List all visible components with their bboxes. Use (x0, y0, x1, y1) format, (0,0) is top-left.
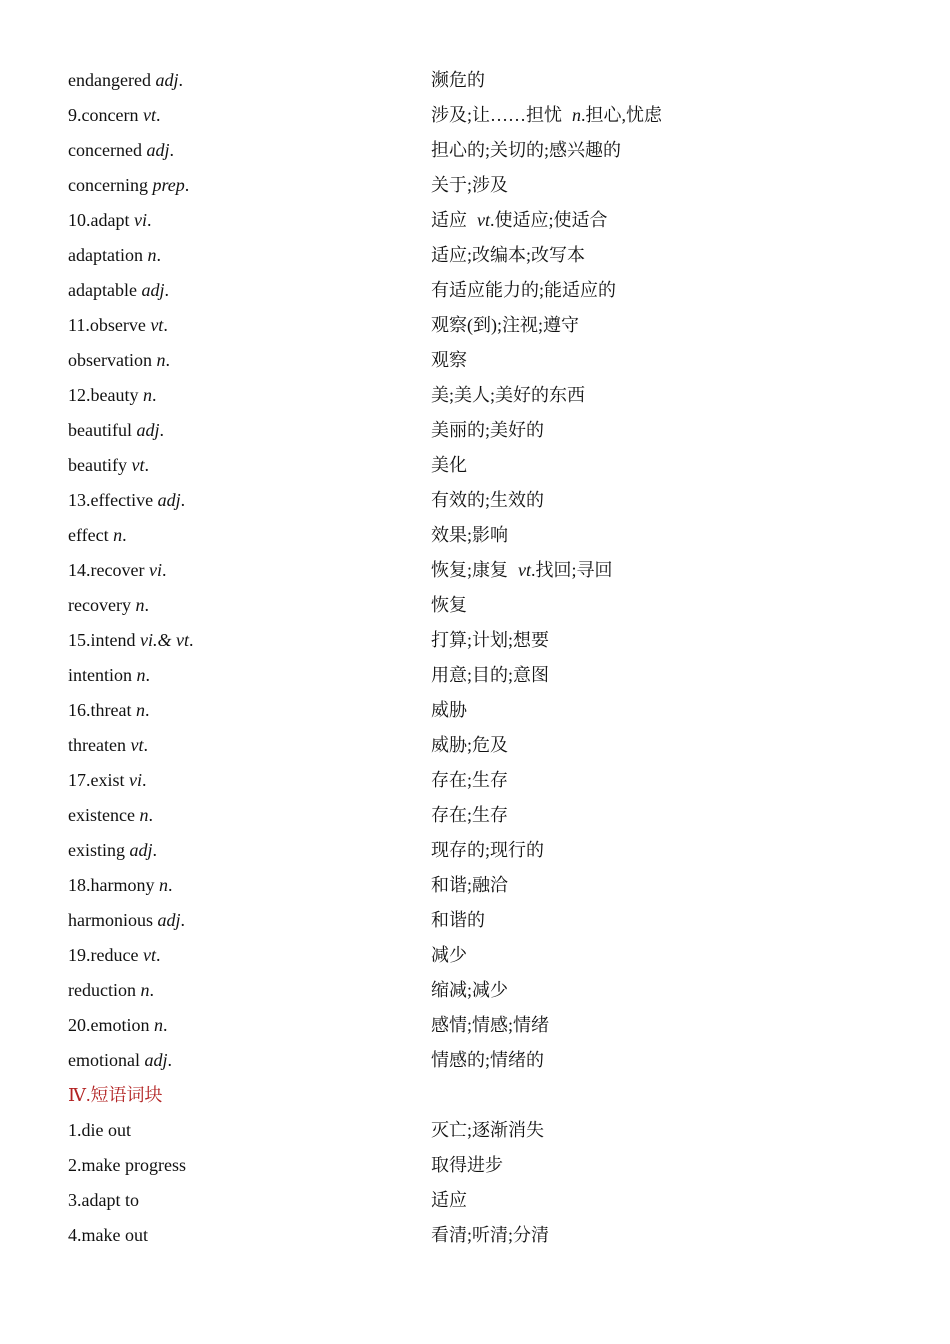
vocab-meaning: 打算;计划;想要 (431, 630, 550, 650)
vocab-row (68, 973, 888, 1008)
vocab-meaning: 美丽的;美好的 (431, 420, 545, 440)
vocab-row (68, 273, 888, 308)
vocab-row (68, 868, 888, 903)
vocab-meaning: 情感的;情绪的 (431, 1050, 545, 1070)
phrase-meaning: 看清;听清;分清 (431, 1225, 550, 1245)
vocab-term: 11.observe vt. (68, 315, 168, 335)
vocab-row (68, 413, 888, 448)
vocab-meaning: 关于;涉及 (431, 175, 509, 195)
vocab-row (68, 1008, 888, 1043)
vocab-term: 16.threat n. (68, 700, 150, 720)
vocab-row (68, 238, 888, 273)
vocab-row (68, 133, 888, 168)
vocab-row (68, 938, 888, 973)
vocab-term: reduction n. (68, 980, 154, 1000)
vocab-term: 18.harmony n. (68, 875, 173, 895)
vocab-term: 15.intend vi.& vt. (68, 630, 194, 650)
vocab-meaning: 感情;情感;情绪 (431, 1015, 550, 1035)
vocab-row (68, 168, 888, 203)
vocab-row (68, 308, 888, 343)
vocab-meaning: 美化 (431, 455, 467, 475)
vocab-term: endangered adj. (68, 70, 183, 90)
vocab-row (68, 518, 888, 553)
vocab-meaning: 有适应能力的;能适应的 (431, 280, 616, 300)
vocab-term: 19.reduce vt. (68, 945, 161, 965)
vocab-row (68, 448, 888, 483)
vocab-term: adaptation n. (68, 245, 161, 265)
vocab-row (68, 623, 888, 658)
vocab-meaning: 减少 (431, 945, 467, 965)
vocab-row (68, 658, 888, 693)
vocab-meaning: 威胁 (431, 700, 467, 720)
vocab-term: beautify vt. (68, 455, 149, 475)
vocab-meaning: 恢复 (431, 595, 467, 615)
vocab-meaning: 恢复;康复 vt.找回;寻回 (431, 560, 613, 580)
vocabulary-list (68, 63, 888, 1253)
vocab-term: 9.concern vt. (68, 105, 161, 125)
vocab-term: 12.beauty n. (68, 385, 157, 405)
vocab-row (68, 343, 888, 378)
vocab-row (68, 728, 888, 763)
vocab-meaning: 濒危的 (431, 70, 485, 90)
vocab-term: beautiful adj. (68, 420, 164, 440)
vocab-meaning: 和谐的 (431, 910, 485, 930)
phrase-meaning: 取得进步 (431, 1155, 503, 1175)
phrase-row (68, 1218, 888, 1253)
vocab-term: observation n. (68, 350, 170, 370)
vocab-meaning: 效果;影响 (431, 525, 509, 545)
vocab-row (68, 798, 888, 833)
vocab-meaning: 适应;改编本;改写本 (431, 245, 586, 265)
phrase-row (68, 1113, 888, 1148)
vocab-row (68, 588, 888, 623)
vocab-row (68, 1043, 888, 1078)
vocab-meaning: 涉及;让……担忧 n.担心,忧虑 (431, 105, 663, 125)
vocab-row (68, 903, 888, 938)
vocab-row (68, 63, 888, 98)
vocab-term: threaten vt. (68, 735, 148, 755)
vocab-term: concerning prep. (68, 175, 190, 195)
vocab-row (68, 98, 888, 133)
phrase-term: 2.make progress (68, 1155, 186, 1175)
vocab-meaning: 缩减;减少 (431, 980, 509, 1000)
vocab-row (68, 553, 888, 588)
vocab-term: 10.adapt vi. (68, 210, 152, 230)
phrase-meaning: 灭亡;逐渐消失 (431, 1120, 545, 1140)
vocab-meaning: 有效的;生效的 (431, 490, 545, 510)
vocab-term: 14.recover vi. (68, 560, 167, 580)
vocab-row (68, 203, 888, 238)
vocab-meaning: 存在;生存 (431, 770, 509, 790)
vocab-meaning: 观察(到);注视;遵守 (431, 315, 579, 335)
vocab-term: 20.emotion n. (68, 1015, 168, 1035)
vocab-term: effect n. (68, 525, 127, 545)
section-heading: Ⅳ.短语词块 (68, 1085, 163, 1105)
vocab-row (68, 483, 888, 518)
vocab-row (68, 378, 888, 413)
phrase-row (68, 1183, 888, 1218)
vocab-row (68, 833, 888, 868)
vocab-meaning: 用意;目的;意图 (431, 665, 550, 685)
vocab-meaning: 担心的;关切的;感兴趣的 (431, 140, 622, 160)
vocab-term: harmonious adj. (68, 910, 186, 930)
phrase-term: 3.adapt to (68, 1190, 139, 1210)
vocab-term: adaptable adj. (68, 280, 169, 300)
vocab-meaning: 威胁;危及 (431, 735, 509, 755)
vocab-meaning: 美;美人;美好的东西 (431, 385, 586, 405)
vocab-term: existence n. (68, 805, 153, 825)
section-heading-row (68, 1078, 888, 1113)
phrase-meaning: 适应 (431, 1190, 467, 1210)
vocab-term: 17.exist vi. (68, 770, 147, 790)
phrase-row (68, 1148, 888, 1183)
vocab-term: existing adj. (68, 840, 158, 860)
vocab-term: 13.effective adj. (68, 490, 186, 510)
vocab-meaning: 和谐;融洽 (431, 875, 509, 895)
vocab-term: concerned adj. (68, 140, 174, 160)
vocab-row (68, 763, 888, 798)
phrase-term: 4.make out (68, 1225, 148, 1245)
vocab-meaning: 存在;生存 (431, 805, 509, 825)
vocab-meaning: 观察 (431, 350, 467, 370)
vocab-meaning: 适应 vt.使适应;使适合 (431, 210, 608, 230)
phrase-term: 1.die out (68, 1120, 131, 1140)
vocab-meaning: 现存的;现行的 (431, 840, 545, 860)
vocab-term: emotional adj. (68, 1050, 172, 1070)
vocab-term: recovery n. (68, 595, 149, 615)
vocab-term: intention n. (68, 665, 150, 685)
vocab-row (68, 693, 888, 728)
